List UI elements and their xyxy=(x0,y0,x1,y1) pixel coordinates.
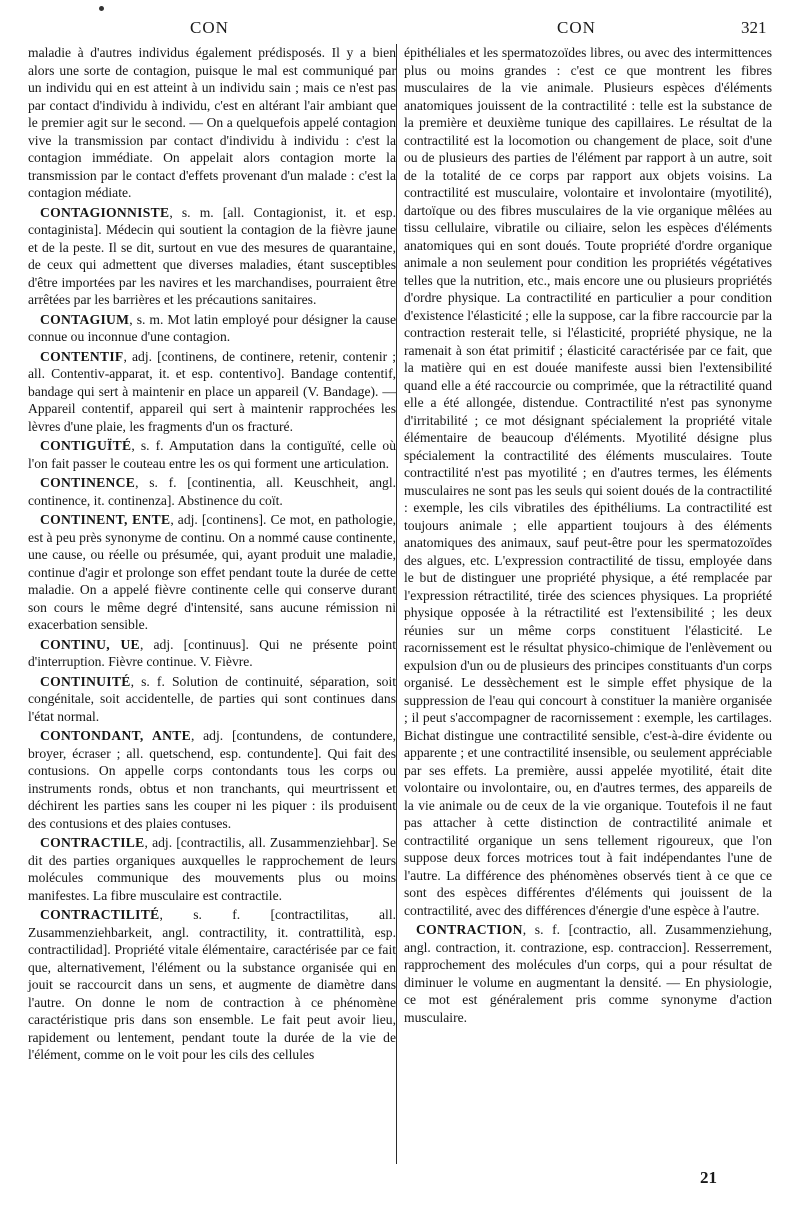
entry-text: , s. m. [all. Contagionist, it. et esp. contaginista]. Médecin qui soutient la contagion de la fièvre jaune et de la peste. Il se dit, surtout en vue des mesures de quarantaine, de ceux qui admettent que diverses maladies, étant susceptibles d'être importées par les navires et les marchandises, pourraient être arrêtées par les barrières et les précautions sanitaires. xyxy=(28,204,396,307)
headword: CONTRACTILITÉ xyxy=(40,907,160,922)
entry-text: , s. f. [contractilitas, all. Zusammenziehbarkeit, angl. contractility, it. contrattilità, esp. contractilidad]. Propriété vitale élémentaire, caractérisée par ce fait que, alternativement, l'élément ou la substance organisée qui en jouit se raccourcit dans un sens, et augmente de diamètre dans l'autre. On donne le nom de contraction à ce phénomène caractéristique pris dans son ensemble. Le fait peut avoir lieu, rapidement ou lentement, pendant toute la durée de la vie de l'élément, comme on le voit pour les cils des cellules xyxy=(28,907,396,1062)
entry-contraction xyxy=(404,921,772,1026)
entry-contentif xyxy=(28,348,396,436)
headword: CONTINENT, ENTE xyxy=(40,512,171,527)
entry-continence xyxy=(28,474,396,509)
entry-text: , s. f. [contractio, all. Zusammenziehung, angl. contraction, it. contrazione, esp. contraccion]. Resserrement, rapprochement des molécules d'un corps, qui a pour résultat de diminuer le volume en augmentant la densité. — En physiologie, ce mot est généralement pris comme synonyme d'action musculaire. xyxy=(404,922,772,1025)
entry-text: , adj. [contractilis, all. Zusammenziehbar]. Se dit des parties organiques auxquelles le rapprochement de leurs molécules communique des mouvements plus ou moins manifestes. La fibre musculaire est contractile. xyxy=(28,835,396,903)
right-column xyxy=(404,44,772,1028)
ink-speck xyxy=(99,6,104,11)
entry-text: , s. f. [continentia, all. Keuschheit, angl. continence, it. continenza]. Abstinence du coït. xyxy=(28,475,396,508)
left-column xyxy=(28,44,396,1066)
running-head-left: CON xyxy=(190,18,229,37)
headword: CONTAGIUM xyxy=(40,311,130,327)
entry-text: , adj. [contundens, de contundere, broyer, écraser ; all. quetschend, esp. contundente]. Qui fait des contusions. On appelle corps contondants tous les corps ou instruments ronds, obtus et non tranchants, qui meurtrissent et déchirent les parties sans les couper ni les piquer : ils produisent des contusions et des plaies contuses. xyxy=(28,728,396,831)
entry-contondant xyxy=(28,727,396,832)
headword: CONTRACTION xyxy=(416,922,523,937)
headword: CONTAGIONNISTE xyxy=(40,204,170,220)
entry-text: , s. m. Mot latin employé pour désigner la cause connue ou inconnue d'une contagion. xyxy=(28,311,396,344)
entry-text: , s. f. Amputation dans la contiguïté, celle où l'on fait passer le couteau entre les os qui forment une articulation. xyxy=(28,438,396,471)
continuation-paragraph: maladie à d'autres individus également prédisposés. Il y a bien alors une sorte de contagion, puisque le mal est communiqué par un individu qui en est atteint à un individu sain ; mais ce n'est pas par contact d'individu à individu, c'est en altérant l'air ambiant que le premier agit sur le second. — On a quelquefois appelé contagion vive la transmission par contact d'individu à individu : c'est la contagion immédiate. On appelait alors contagion morte la transmission par le contact d'effets provenant d'un malade : c'est la contagion médiate. xyxy=(28,45,396,200)
headword: CONTINUITÉ xyxy=(40,673,131,689)
entry-contiguite xyxy=(28,437,396,472)
headword: CONTONDANT, ANTE xyxy=(40,728,191,743)
column-divider xyxy=(396,44,397,1164)
entry-text: , adj. [continens]. Ce mot, en pathologie, est à peu près synonyme de continu. On a nommé cause continente, une cause, ou réelle ou présumée, qui, ayant produit une maladie, continue d'agir et prolonge son effet pendant toute la durée de cette maladie. On a appelé fièvre continente celle qui conserve durant son cours le même degré d'intensité, sans aucune rémission ni exacerbation sensible. xyxy=(28,512,397,632)
headword: CONTRACTILE xyxy=(40,835,145,850)
headword: CONTINU, UE xyxy=(40,636,140,652)
entry-text: , adj. [continens, de continere, retenir, contenir ; all. Contentiv-apparat, it. et esp. contentivo]. Bandage contentif, bandage qui sert à maintenir en place un appareil (V. Bandage). — Appareil contentif, appareil qui sert à maintenir rapprochées les lèvres d'une plaie, les fragments d'un os fracturé. xyxy=(28,348,396,434)
entry-continent xyxy=(28,511,396,634)
headword: CONTENTIF xyxy=(40,348,124,364)
running-head-right: CON xyxy=(557,18,596,37)
headword: CONTINENCE xyxy=(40,475,136,490)
entry-continu xyxy=(28,636,396,671)
entry-continuite xyxy=(28,673,396,726)
headword: CONTIGUÏTÉ xyxy=(40,438,132,453)
continuation-paragraph: épithéliales et les spermatozoïdes libres, ou avec des intermittences plus ou moins grandes : c'est ce que montrent les fibres musculaires de la vie animale. Plusieurs espèces d'éléments anatomiques jouissent de la contractilité : telle est la substance de la première et deuxième tunique des capillaires. Le résultat de la contractilité est la locomotion ou changement de place, soit d'une ou de plusieurs des parties de l'élément par rapport à un autre, soit de la totalité de ce corps par rapport aux objets voisins. La contractilité est musculaire, volontaire et involontaire (myotilité), dartoïque ou des fibres musculaires de la vie organique mêlées au tissu cellulaire, vibratile ou ciliaire, selon les espèces d'éléments anatomiques qui en sont doués. Toute propriété d'ordre organique animale a non seulement pour condition les propriétés végétatives telles que la nutrition, etc., mais encore une ou plusieurs propriétés d'ordre physique. La contractilité en particulier a pour condition d'existence l'élasticité ; elle la suppose, car la fibre raccourcie par la contraction resterait telle, si l'élasticité, propriété physique, ne la ramenait à son état primitif ; élasticité caractérisée par ce fait, que la matière qui en est douée manifeste aussi bien l'extensibilité quand elle a été raccourcie ou comprimée, que la rétractilité quand elle a été allongée, distendue. Contractilité n'est pas synonyme d'irritabilité ; ce mot désignant spécialement la propriété vitale élémentaire de beaucoup d'éléments. Myotilité désigne plus spécialement la contractilité des éléments musculaires. Toute contractilité n'est pas myotilité ; en d'autres termes, les éléments musculaires ne sont pas les seuls qui soient doués de la contractilité : exemple, les cils vibratiles des épithéliums. La contractilité est toujours animale ; elle appartient toujours à des éléments anatomiques des animaux, sauf peut-être pour les spermatozoïdes des algues, etc. L'expression contractilité de tissu, employée dans le but de distinguer une propriété physique, a été remplacée par l'expression rétractilité, tirée des sciences physiques. La propriété physique opposée à la rétractilité est l'extensibilité ; les deux réunies sur un même corps constituent l'élasticité. Le racornissement est le résultat physico-chimique de l'enlèvement ou expulsion d'un ou de plusieurs des principes constituants d'un corps organisé. Le dessèchement est le simple effet physique de la suppression de l'eau qui concourt à constituer la manière organisée ; il peut s'accompagner de racornissement : exemple, les cartilages. Bichat distingue une contractilité sensible, c'est-à-dire évidente ou apparente ; et une contractilité insensible, ou seulement appréciable par ses effets. La première, aussi appelée myotilité, était dite volontaire ou involontaire, ou, en d'autres termes, des appareils de la vie animale ou de ceux de la vie organique. Toutefois il ne faut pas attacher à cette distinction de contractilité animale et contractilité organique un sens tellement rigoureux, que l'on suppose deux forces motrices tout à fait indépendantes l'une de l'autre. La différence des phénomènes observés tient à ce que ce sont des espèces différentes d'éléments qui jouissent de la contractilité, avec des différences d'énergie d'une espèce à l'autre. xyxy=(404,45,772,918)
entry-contagionniste xyxy=(28,204,396,309)
entry-text: , s. f. Solution de continuité, séparation, soit congénitale, soit accidentelle, de parties qui sont continues dans l'état normal. xyxy=(28,673,396,724)
entry-text: , adj. [continuus]. Qui ne présente point d'interruption. Fièvre continue. V. Fièvre. xyxy=(28,636,396,669)
signature-mark: 21 xyxy=(700,1168,717,1187)
entry-contractilite xyxy=(28,906,396,1064)
entry-contractile xyxy=(28,834,396,904)
page-number: 321 xyxy=(741,18,767,37)
entry-contagium xyxy=(28,311,396,346)
